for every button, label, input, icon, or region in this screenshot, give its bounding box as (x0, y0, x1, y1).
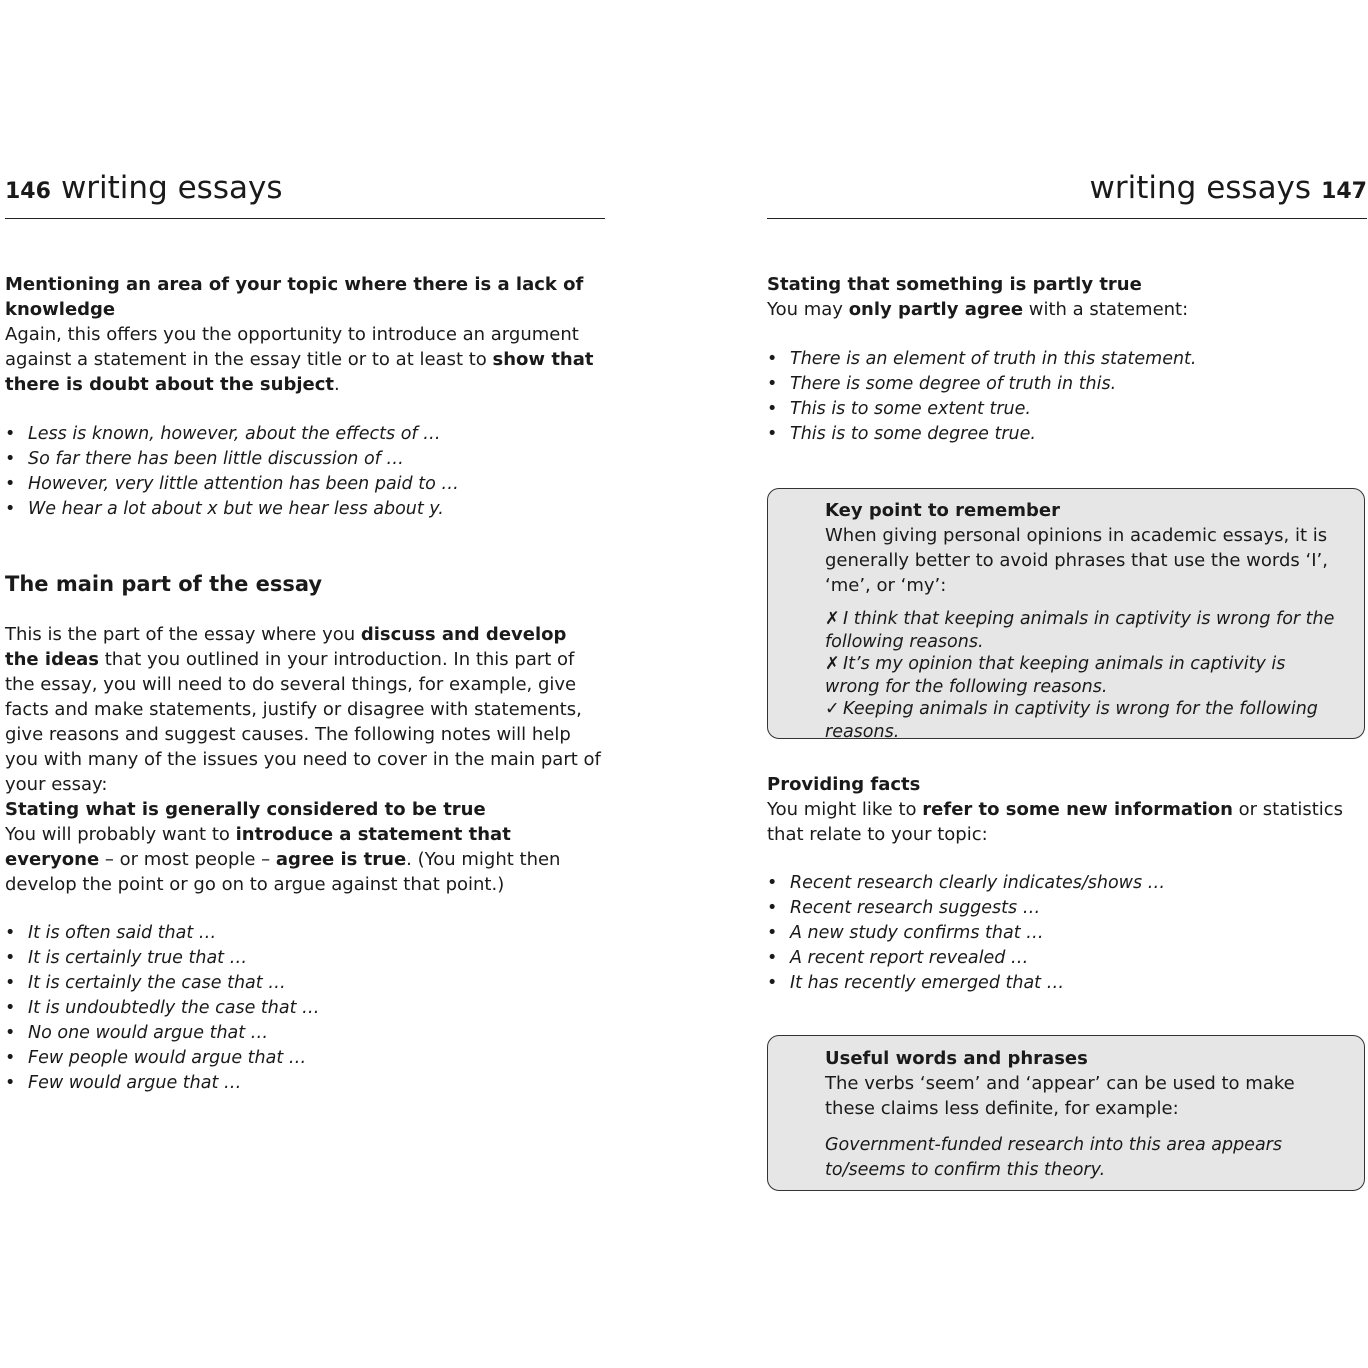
check-icon: ✓ (825, 699, 840, 719)
phrase-list-lack-of-knowledge (5, 422, 605, 522)
phrase-list-providing-facts (767, 871, 1367, 996)
section-body: Again, this offers you the opportunity to introduce an argument against a statement in the essay title or to at least to show that there is doubt about the subject. (5, 324, 594, 395)
list-item: • No one would argue that … (5, 1021, 605, 1046)
main-part-heading: The main part of the essay (5, 572, 323, 596)
list-item: • A recent report revealed … (767, 946, 1367, 971)
list-item: • There is an element of truth in this statement. (767, 347, 1367, 372)
page-number: 146 (5, 179, 51, 204)
running-title: writing essays (60, 170, 283, 206)
section-heading: Providing facts (767, 774, 921, 795)
list-item: • It is certainly the case that … (5, 971, 605, 996)
list-item: • It is often said that … (5, 921, 605, 946)
box-heading: Key point to remember (825, 500, 1060, 521)
box-body: The verbs ‘seem’ and ‘appear’ can be used to make these claims less definite, for example: (825, 1073, 1295, 1119)
list-item: • Few people would argue that … (5, 1046, 605, 1071)
page-number: 147 (1321, 179, 1367, 204)
list-item: • However, very little attention has been paid to … (5, 472, 605, 497)
key-point-box (767, 488, 1365, 742)
section-body: You will probably want to introduce a statement that everyone – or most people – agree is true. (You might then develop the point or go on to argue against that point.) (5, 824, 561, 895)
list-item: • Less is known, however, about the effects of … (5, 422, 605, 447)
list-item: • Few would argue that … (5, 1071, 605, 1096)
box-body: When giving personal opinions in academic essays, it is generally better to avoid phrases that use the words ‘I’, ‘me’, or ‘my’: (825, 525, 1328, 596)
phrase-list-generally-true (5, 921, 605, 1096)
main-part-body: This is the part of the essay where you discuss and develop the ideas that you outlined in your introduction. In this part of the essay, you will need to do several things, for example, give facts and make statements, justify or disagree with statements, give reasons and suggest causes. The following notes will help you with many of the issues you need to cover in the main part of your essay: (5, 624, 601, 795)
section-providing-facts (767, 772, 1367, 847)
example-wrong-2: ✗ It’s my opinion that keeping animals in captivity is wrong for the following reasons. (825, 654, 1286, 697)
cross-icon: ✗ (825, 609, 840, 629)
section-generally-true (5, 797, 605, 897)
section-lack-of-knowledge (5, 272, 605, 397)
list-item: • It is undoubtedly the case that … (5, 996, 605, 1021)
left-page-header (5, 170, 605, 219)
box-example: Government-funded research into this area appears to/seems to confirm this theory. (825, 1135, 1282, 1180)
right-page-header (767, 170, 1367, 219)
useful-words-box (767, 1035, 1365, 1191)
list-item: • So far there has been little discussion of … (5, 447, 605, 472)
list-item: • This is to some degree true. (767, 422, 1367, 447)
section-body: You might like to refer to some new information or statistics that relate to your topic: (767, 799, 1344, 845)
list-item: • There is some degree of truth in this. (767, 372, 1367, 397)
list-item: • It is certainly true that … (5, 946, 605, 971)
section-heading: Mentioning an area of your topic where there is a lack of knowledge (5, 274, 584, 320)
list-item: • We hear a lot about x but we hear less about y. (5, 497, 605, 522)
section-partly-true (767, 272, 1367, 322)
section-body: You may only partly agree with a statement: (767, 299, 1189, 320)
example-correct: ✓ Keeping animals in captivity is wrong for the following reasons. (825, 699, 1318, 742)
phrase-list-partly-true (767, 347, 1367, 447)
cross-icon: ✗ (825, 654, 840, 674)
list-item: • This is to some extent true. (767, 397, 1367, 422)
box-heading: Useful words and phrases (825, 1048, 1088, 1069)
running-title: writing essays (1089, 170, 1312, 206)
section-heading: Stating what is generally considered to be true (5, 799, 486, 820)
list-item: • Recent research clearly indicates/shows … (767, 871, 1367, 896)
section-heading: Stating that something is partly true (767, 274, 1142, 295)
example-wrong-1: ✗ I think that keeping animals in captivity is wrong for the following reasons. (825, 609, 1335, 652)
list-item: • It has recently emerged that … (767, 971, 1367, 996)
list-item: • A new study confirms that … (767, 921, 1367, 946)
list-item: • Recent research suggests … (767, 896, 1367, 921)
